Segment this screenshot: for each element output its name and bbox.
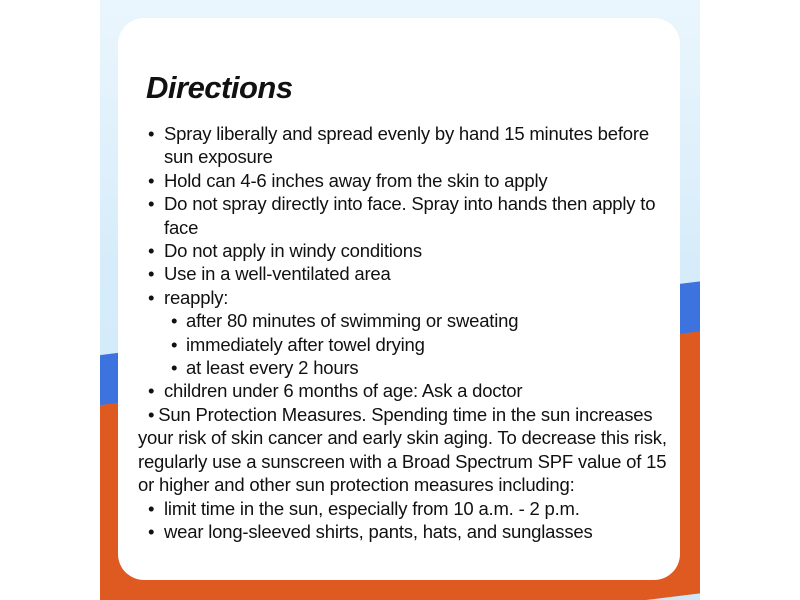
list-item: • Spray liberally and spread evenly by hand 15 minutes before sun exposure (138, 122, 680, 169)
list-item: • reapply: (138, 286, 680, 309)
sub-list-item: • immediately after towel drying (138, 333, 680, 356)
sun-protection-paragraph (138, 403, 680, 497)
list-item: • limit time in the sun, especially from 10 a.m. - 2 p.m. (138, 497, 680, 520)
directions-title: Directions (146, 70, 293, 105)
list-item: • Do not spray directly into face. Spray into hands then apply to face (138, 192, 680, 239)
list-item: • Use in a well-ventilated area (138, 262, 680, 285)
product-image-canvas (100, 0, 700, 600)
directions-list (138, 122, 680, 543)
sub-list-item: • at least every 2 hours (138, 356, 680, 379)
directions-card (118, 18, 680, 580)
list-item: • Hold can 4-6 inches away from the skin to apply (138, 169, 680, 192)
sun-protection-text: Spending time in the sun increases your risk of skin cancer and early skin aging. To decrease this risk, regularly use a sunscreen with a Broad Spectrum SPF value of 15 or higher and other sun protection measures including: (138, 403, 667, 496)
sun-protection-heading: Sun Protection Measures. (158, 403, 367, 425)
bullet-icon: • (148, 403, 155, 425)
sub-list-item: • after 80 minutes of swimming or sweating (138, 309, 680, 332)
list-item: • Do not apply in windy conditions (138, 239, 680, 262)
list-item: • children under 6 months of age: Ask a doctor (138, 379, 680, 402)
list-item: • wear long-sleeved shirts, pants, hats, and sunglasses (138, 520, 680, 543)
